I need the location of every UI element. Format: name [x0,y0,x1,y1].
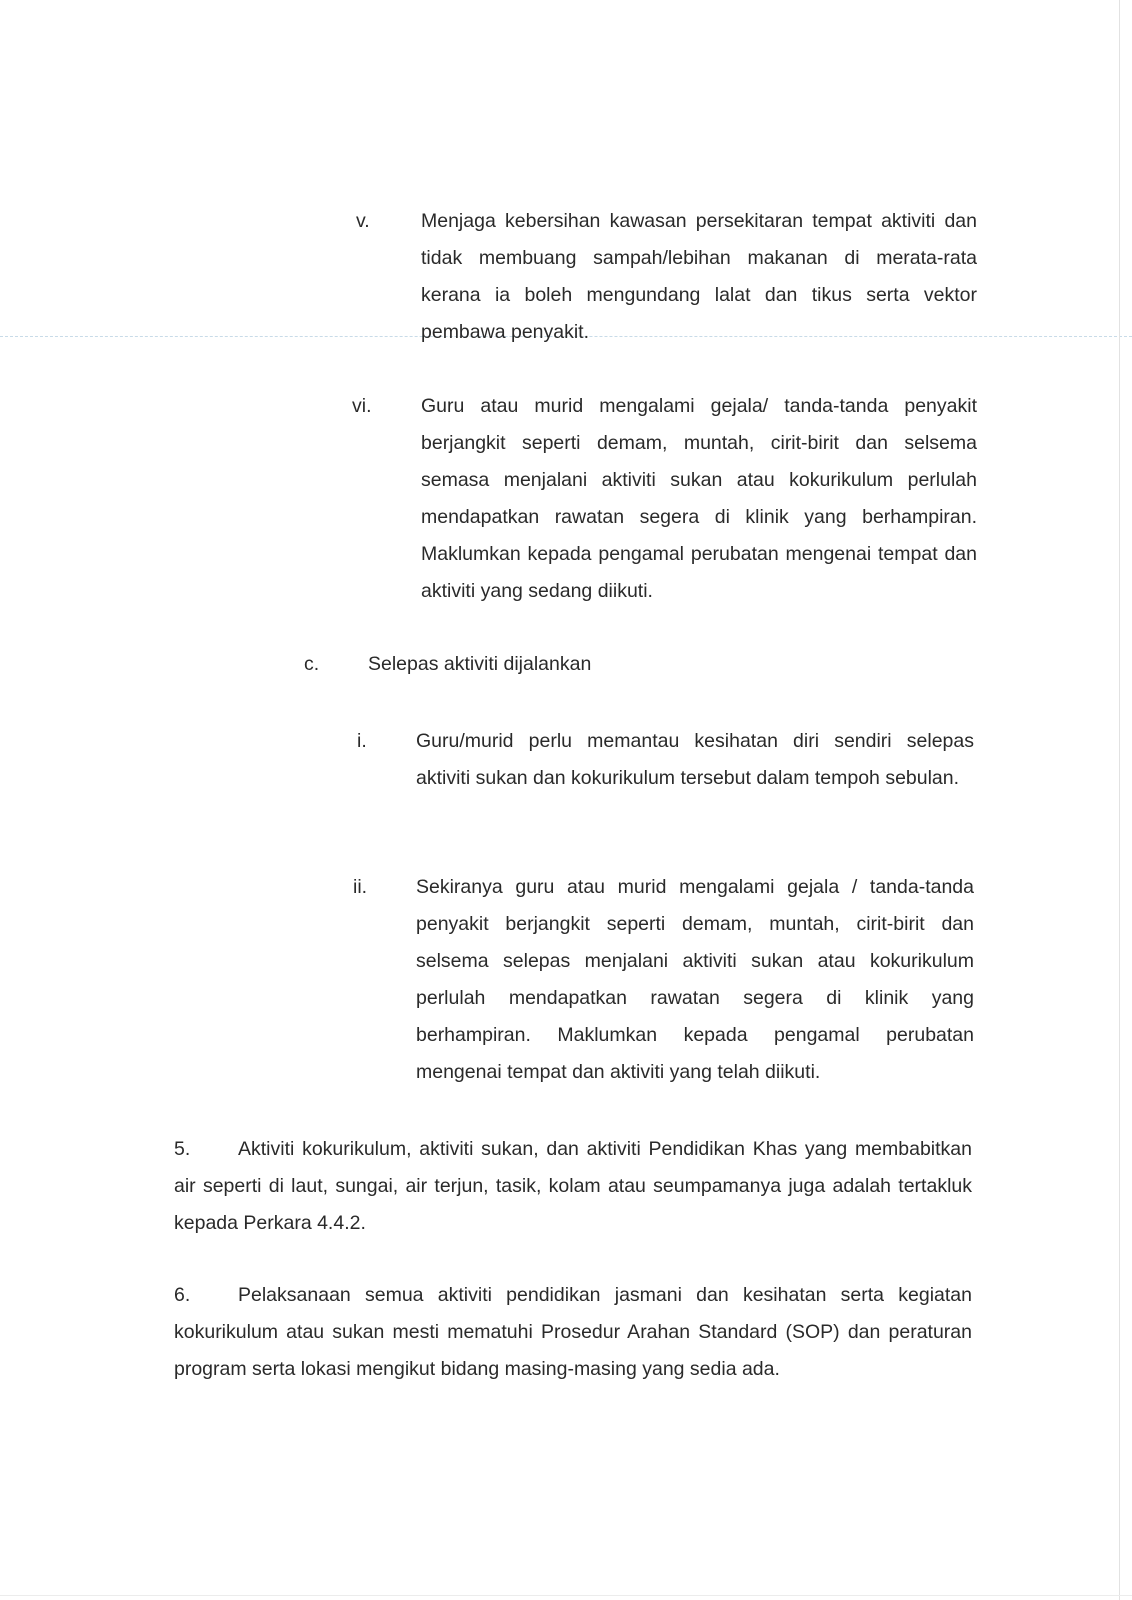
paragraph-number: 6. [174,1284,191,1306]
section-marker: c. [304,653,320,675]
list-item-text: Sekiranya guru atau murid mengalami gejala / tanda-tanda penyakit berjangkit seperti demam, muntah, cirit-birit dan selsema selepas menjalani aktiviti sukan atau kokurikulum perlulah mendapatkan rawatan segera di klinik yang berhampiran. Maklumkan kepada pengamal perubatan mengenai tempat dan aktiviti yang telah diikuti. [416,876,974,1083]
list-item-text: Guru/murid perlu memantau kesihatan diri sendiri selepas aktiviti sukan dan kokurikulum tersebut dalam tempoh sebulan. [416,730,974,789]
section-heading: Selepas aktiviti dijalankan [368,653,592,675]
paragraph-number: 5. [174,1138,191,1160]
scan-artifact-bottom [0,1595,1132,1596]
list-marker: v. [356,210,370,232]
paragraph-text: Aktiviti kokurikulum, aktiviti sukan, dan aktiviti Pendidikan Khas yang membabitkan air seperti di laut, sungai, air terjun, tasik, kolam atau seumpamanya juga adalah tertakluk kepada Perkara 4.4.2. [174,1138,972,1234]
list-marker: i. [357,730,367,752]
list-marker: vi. [352,395,372,417]
list-item-text: Menjaga kebersihan kawasan persekitaran tempat aktiviti dan tidak membuang sampah/lebihan makanan di merata-rata kerana ia boleh mengundang lalat dan tikus serta vektor pembawa penyakit. [421,210,977,343]
list-item-text: Guru atau murid mengalami gejala/ tanda-tanda penyakit berjangkit seperti demam, muntah, cirit-birit dan selsema semasa menjalani aktiviti sukan atau kokurikulum perlulah mendapatkan rawatan segera di klinik yang berhampiran. Maklumkan kepada pengamal perubatan mengenai tempat dan aktiviti yang sedang diikuti. [421,395,977,602]
scan-artifact-edge [1119,0,1120,1600]
paragraph-text: Pelaksanaan semua aktiviti pendidikan jasmani dan kesihatan serta kegiatan kokurikulum atau sukan mesti mematuhi Prosedur Arahan Standard (SOP) dan peraturan program serta lokasi mengikut bidang masing-masing yang sedia ada. [174,1284,972,1380]
list-marker: ii. [353,876,368,898]
